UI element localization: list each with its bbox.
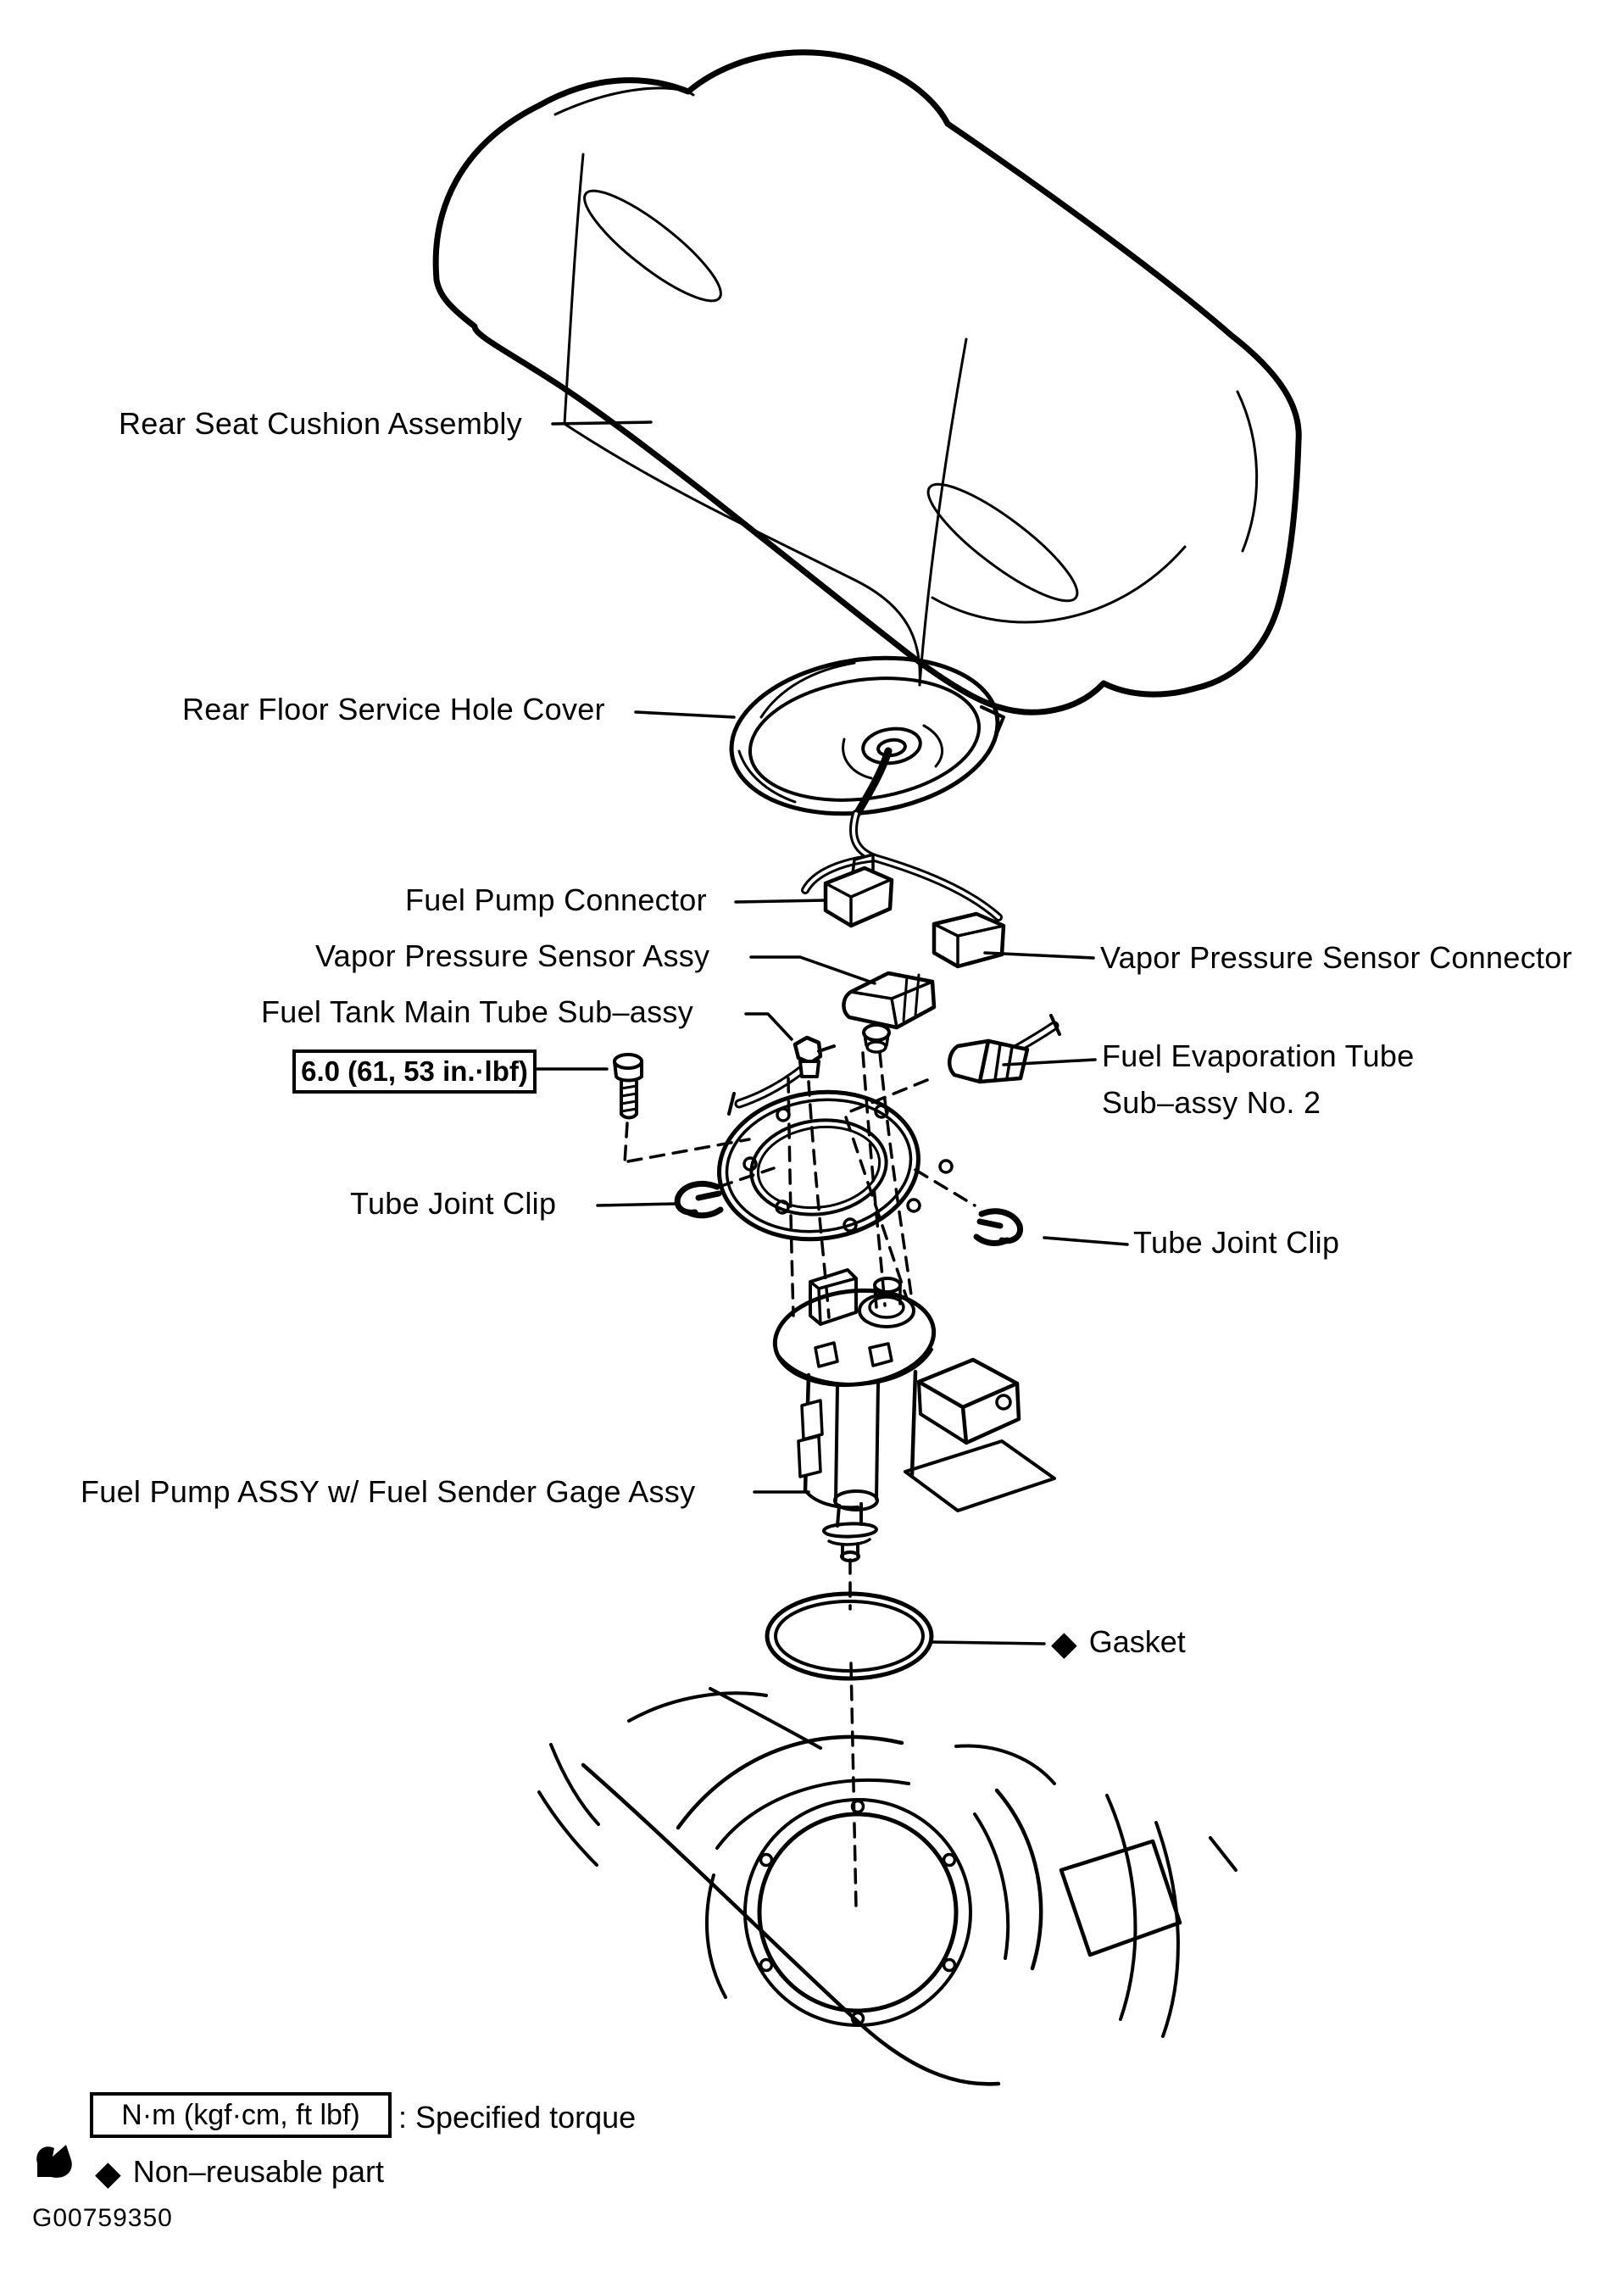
label-service-hole-cover: Rear Floor Service Hole Cover — [182, 692, 605, 726]
fuel-tank-drawing — [539, 1689, 1236, 2084]
fuel-pump-assy-drawing — [770, 1270, 1054, 1561]
label-gasket — [1051, 1624, 1186, 1660]
service-hole-cover-drawing — [721, 642, 1008, 830]
non-reusable-diamond-icon: ◆ — [95, 2155, 121, 2192]
legend-torque-box: N·m (kgf·cm, ft lbf) — [90, 2092, 392, 2138]
label-gasket-text: Gasket — [1088, 1624, 1186, 1659]
tube-joint-clip-left-drawing — [677, 1183, 720, 1215]
vapor-pressure-sensor-connector-drawing — [934, 914, 1004, 966]
label-rear-seat-cushion: Rear Seat Cushion Assembly — [119, 406, 523, 441]
label-tube-joint-clip-left: Tube Joint Clip — [350, 1186, 557, 1221]
non-reusable-diamond-icon: ◆ — [1051, 1625, 1077, 1662]
torque-spec-box: 6.0 (61, 53 in.·lbf) — [292, 1049, 537, 1094]
label-vapor-sensor-assy: Vapor Pressure Sensor Assy — [315, 938, 710, 973]
legend-torque-meaning: : Specified torque — [398, 2100, 637, 2135]
legend-non-reusable-text: Non–reusable part — [132, 2154, 384, 2189]
fuel-tank-main-tube-drawing — [729, 1038, 834, 1114]
figure-id: G00759350 — [32, 2204, 173, 2232]
label-evap-tube-line2: Sub–assy No. 2 — [1102, 1085, 1321, 1120]
label-fuel-tank-main-tube: Fuel Tank Main Tube Sub–assy — [261, 994, 694, 1029]
fuel-evaporation-tube-drawing — [949, 1016, 1059, 1082]
label-fuel-pump-assy: Fuel Pump ASSY w/ Fuel Sender Gage Assy — [81, 1474, 696, 1509]
artifact-glyph-icon — [36, 2145, 72, 2178]
label-evap-tube — [1102, 1033, 1415, 1126]
label-evap-tube-line1: Fuel Evaporation Tube — [1102, 1038, 1415, 1073]
label-tube-joint-clip-right: Tube Joint Clip — [1133, 1225, 1340, 1260]
label-vapor-sensor-connector: Vapor Pressure Sensor Connector — [1100, 940, 1572, 975]
bolt-drawing — [615, 1055, 642, 1118]
legend-non-reusable — [95, 2154, 384, 2190]
label-fuel-pump-connector: Fuel Pump Connector — [405, 882, 707, 917]
vapor-pressure-sensor-assy-drawing — [843, 973, 934, 1052]
tube-joint-clip-right-drawing — [976, 1211, 1021, 1244]
rear-seat-cushion-drawing — [436, 53, 1299, 712]
